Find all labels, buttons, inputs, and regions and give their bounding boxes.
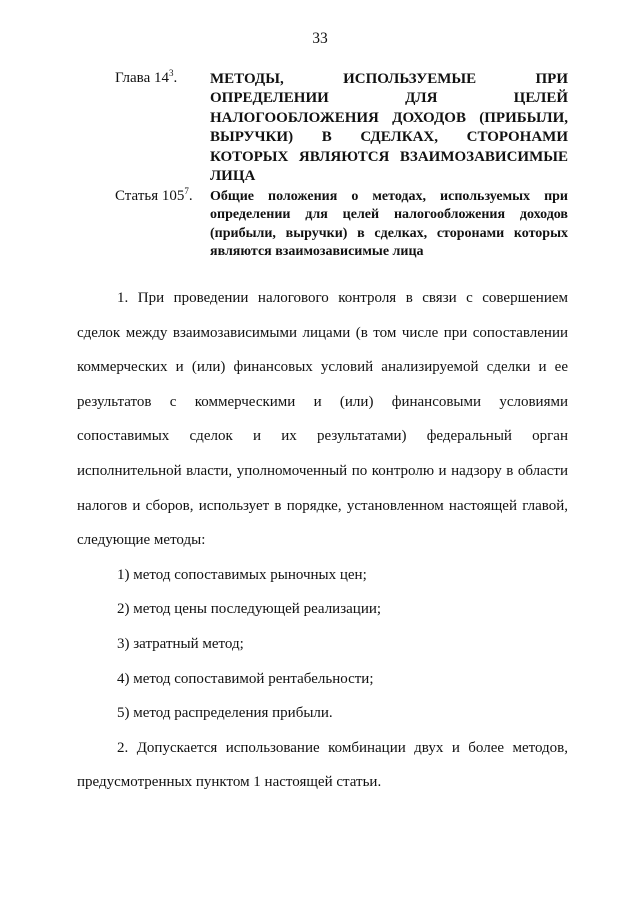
- chapter-label: Глава $14^3$.: [115, 68, 178, 86]
- page-number: 33: [312, 30, 328, 47]
- article-label: Статья $105^7$.: [115, 186, 193, 204]
- article-title: Общие положения о методах, используемых при определении для целей налогообложения доходов (прибыли, выручки) в сделках, сторонами которых являются взаимозависимые лица: [210, 189, 568, 260]
- method-item-3: 3) затратный метод;: [117, 635, 244, 652]
- method-item-4: 4) метод сопоставимой рентабельности;: [117, 670, 374, 687]
- paragraph-2: 2. Допускается использование комбинации двух и более методов, предусмотренных пунктом 1 настоящей статьи.: [77, 739, 568, 791]
- chapter-number-superscript: 3: [168, 68, 174, 78]
- article-number-superscript: 7: [184, 186, 189, 196]
- method-item-5: 5) метод распределения прибыли.: [117, 705, 333, 722]
- chapter-title: МЕТОДЫ, ИСПОЛЬЗУЕМЫЕ ПРИ ОПРЕДЕЛЕНИИ ДЛЯ ЦЕЛЕЙ НАЛОГООБЛОЖЕНИЯ ДОХОДОВ (ПРИБЫЛИ, ВЫРУЧКИ) В СДЕЛКАХ, СТОРОНАМИ КОТОРЫХ ЯВЛЯЮТСЯ ВЗАИМОЗАВИСИМЫЕ ЛИЦА: [210, 71, 568, 185]
- article-body: [77, 281, 568, 800]
- method-item-1: 1) метод сопоставимых рыночных цен;: [117, 566, 367, 583]
- method-item-2: 2) метод цены последующей реализации;: [117, 601, 382, 618]
- paragraph-1: 1. При проведении налогового контроля в связи с совершением сделок между взаимозависимыми лицами (в том числе при сопоставлении коммерческих и (или) финансовых условий анализируемой сделки и ее результатов с коммерческими и (или) финансовыми условиями сопоставимых сделок и их результатами) федеральный орган исполнительной власти, уполномоченный по контролю и надзору в области налогов и сборов, использует в порядке, установленном настоящей главой, следующие методы:: [77, 290, 568, 549]
